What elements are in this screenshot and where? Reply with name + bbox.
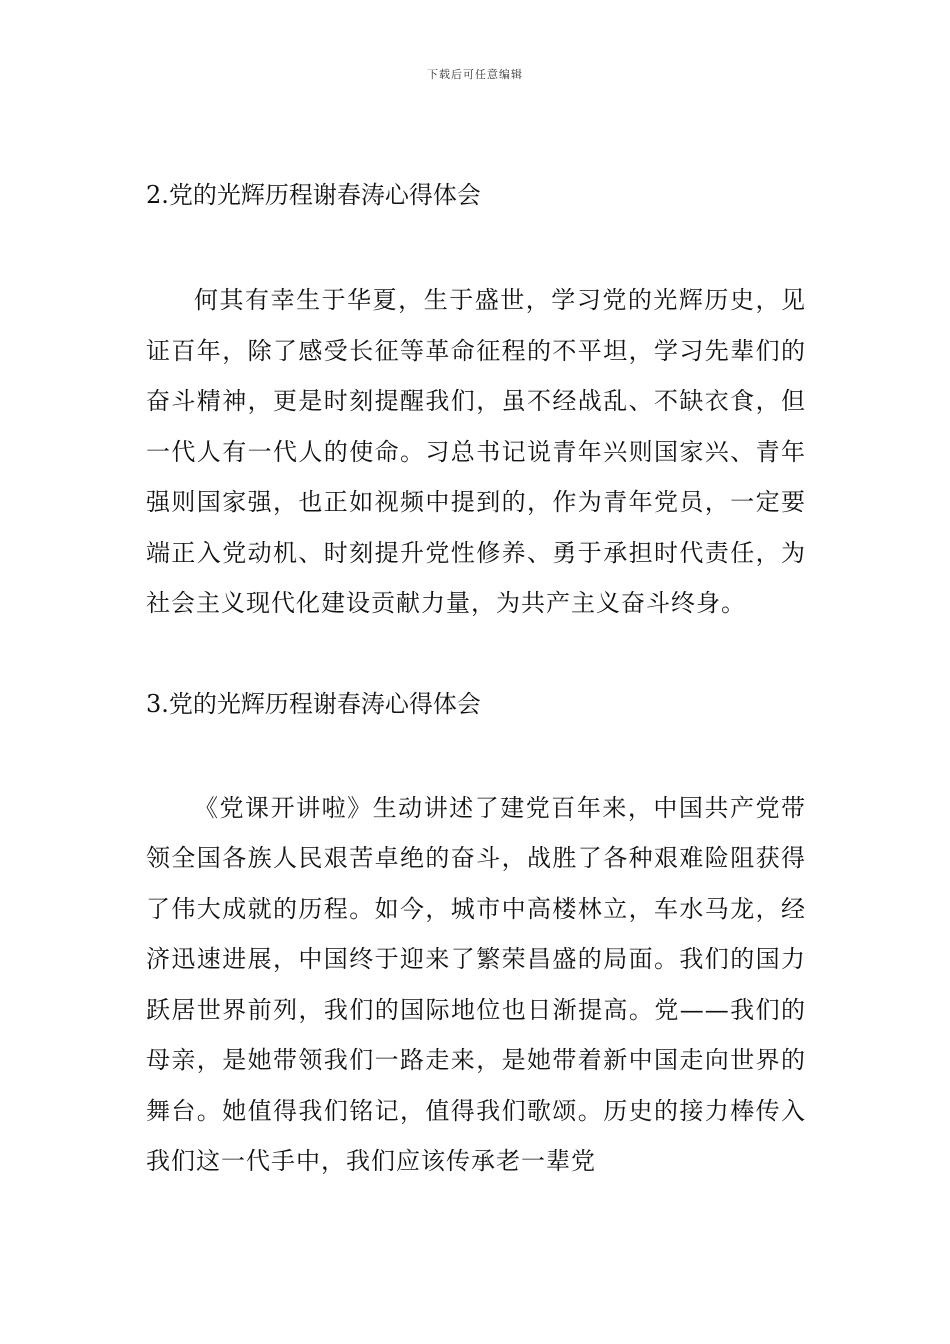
page-header-note: 下载后可任意编辑 [427,68,523,81]
document-body [146,170,806,1187]
section-heading-2: 2.党的光辉历程谢春涛心得体会 [146,181,481,209]
section-heading-3: 3.党的光辉历程谢春涛心得体会 [146,689,481,718]
section-paragraph-2: 何其有幸生于华夏，生于盛世，学习党的光辉历史，见证百年，除了感受长征等革命征程的不平坦，学习先辈们的奋斗精神，更是时刻提醒我们，虽不经战乱、不缺衣食，但一代人有一代人的使命。习总书记说青年兴则国家兴、青年强则国家强，也正如视频中提到的，作为青年党员，一定要端正入党动机、时刻提升党性修养、勇于承担时代责任，为社会主义现代化建设贡献力量，为共产主义奋斗终身。 [146,286,806,617]
section-paragraph-3: 《党课开讲啦》生动讲述了建党百年来，中国共产党带领全国各族人民艰苦卓绝的奋斗，战胜了各种艰难险阻获得了伟大成就的历程。如今，城市中高楼林立，车水马龙，经济迅速进展，中国终于迎来了繁荣昌盛的局面。我们的国力跃居世界前列，我们的国际地位也日渐提高。党——我们的母亲，是她带领我们一路走来，是她带着新中国走向世界的舞台。她值得我们铭记，值得我们歌颂。历史的接力棒传入我们这一代手中，我们应该传承老一辈党 [146,793,806,1175]
